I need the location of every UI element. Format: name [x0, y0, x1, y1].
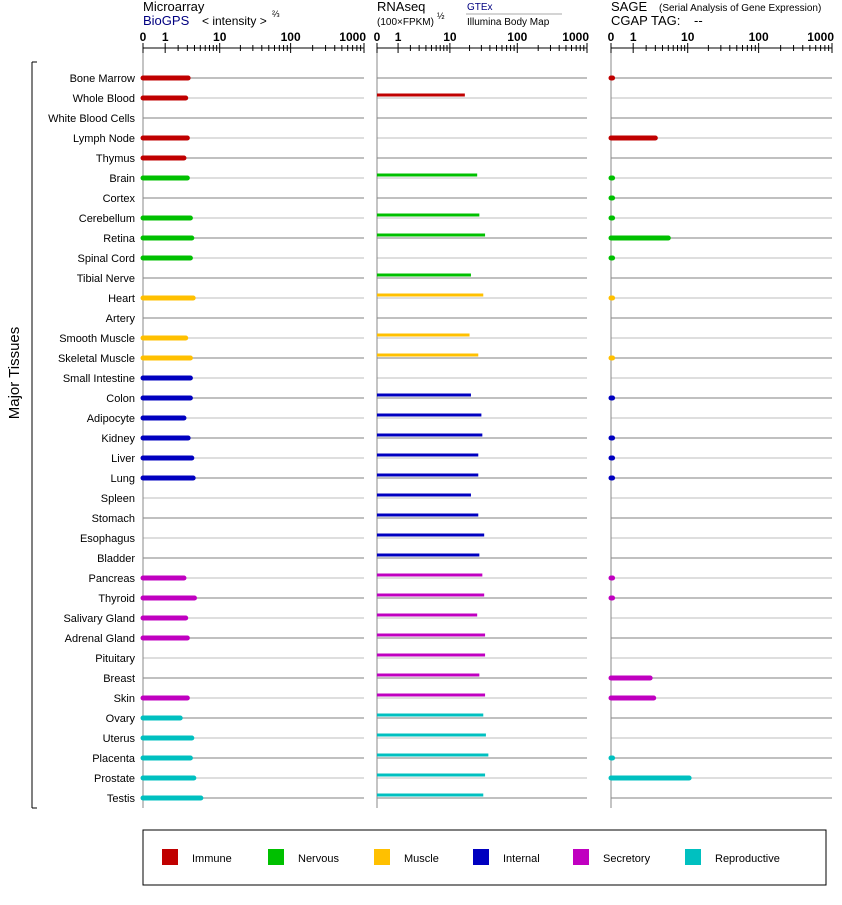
tissue-label: Stomach — [91, 513, 135, 525]
rnaseq-title: RNAseq — [377, 0, 426, 14]
tissue-label: Heart — [108, 293, 135, 305]
tissue-label: Kidney — [101, 433, 135, 445]
sage-title: SAGE — [611, 0, 648, 14]
x-tick-label: 10 — [681, 30, 695, 44]
tissue-label: Spleen — [100, 493, 135, 505]
tissue-label: Tibial Nerve — [76, 273, 135, 285]
tissue-label: Pancreas — [88, 573, 135, 585]
tissue-label: Pituitary — [95, 653, 135, 665]
sage-tag-label: CGAP TAG: — [611, 13, 681, 28]
rnaseq-source-gtex: GTEx — [467, 2, 493, 13]
y-axis-bracket — [32, 62, 37, 808]
tissue-label: Esophagus — [79, 533, 135, 545]
microarray-unit: < intensity > — [202, 14, 267, 28]
x-tick-label: 10 — [443, 30, 457, 44]
tissue-label: Retina — [103, 233, 135, 245]
microarray-exponent: ⅔ — [272, 9, 280, 19]
tissue-label: Lung — [110, 473, 135, 485]
legend-label: Nervous — [298, 853, 339, 865]
legend-swatch — [268, 849, 284, 865]
tissue-label: Prostate — [94, 773, 135, 785]
x-tick-label: 1000 — [562, 30, 589, 44]
tissue-label: Testis — [106, 793, 135, 805]
x-tick-label: 1000 — [339, 30, 366, 44]
microarray-source: BioGPS — [143, 13, 190, 28]
tissue-label: Adrenal Gland — [64, 633, 135, 645]
tissue-label: Liver — [111, 453, 135, 465]
panel-microarray — [140, 30, 367, 808]
tissue-label: Spinal Cord — [77, 253, 135, 265]
legend-swatch — [162, 849, 178, 865]
legend-swatch — [473, 849, 489, 865]
tissue-label: Cerebellum — [78, 213, 135, 225]
legend-swatch — [573, 849, 589, 865]
x-tick-label: 10 — [213, 30, 227, 44]
legend-label: Secretory — [603, 853, 651, 865]
rnaseq-unit: (100×FPKM) — [377, 17, 434, 28]
tissue-label: Thyroid — [98, 593, 135, 605]
tissue-label: Lymph Node — [73, 133, 135, 145]
legend-label: Internal — [503, 853, 540, 865]
x-tick-label: 100 — [507, 30, 528, 44]
tissue-label: Bone Marrow — [69, 73, 135, 85]
tissue-label: Skin — [113, 693, 135, 705]
legend-swatch — [374, 849, 390, 865]
rnaseq-exponent: ½ — [437, 11, 445, 21]
x-tick-label: 1 — [394, 30, 402, 44]
tissue-label: Bladder — [97, 553, 135, 565]
tissue-label: Adipocyte — [86, 413, 135, 425]
tissue-label: Salivary Gland — [63, 613, 135, 625]
panels-layer — [140, 30, 835, 815]
tissue-label: Placenta — [92, 753, 135, 765]
panel-rnaseq — [374, 30, 590, 815]
legend-label: Muscle — [404, 853, 439, 865]
legend-label: Immune — [192, 853, 232, 865]
tissue-label: Cortex — [102, 193, 135, 205]
x-tick-label: 100 — [280, 30, 301, 44]
tissue-label: Colon — [106, 393, 135, 405]
microarray-title: Microarray — [143, 0, 205, 14]
y-axis-label: Major Tissues — [6, 326, 23, 420]
tissue-label: Ovary — [105, 713, 135, 725]
tissue-label: Small Intestine — [62, 373, 135, 385]
x-tick-label: 0 — [373, 30, 381, 44]
x-tick-label: 0 — [607, 30, 615, 44]
tissue-label: Artery — [105, 313, 135, 325]
tissue-label: Smooth Muscle — [59, 333, 135, 345]
sage-tag-value: -- — [694, 13, 703, 28]
sage-subtitle: (Serial Analysis of Gene Expression) — [659, 3, 822, 14]
x-tick-label: 0 — [139, 30, 147, 44]
x-tick-label: 1 — [629, 30, 637, 44]
tissue-label: Breast — [103, 673, 135, 685]
tissue-label: Whole Blood — [72, 93, 135, 105]
legend-label: Reproductive — [715, 853, 780, 865]
tissue-label: Thymus — [95, 153, 135, 165]
x-tick-label: 100 — [748, 30, 769, 44]
x-tick-label: 1 — [161, 30, 169, 44]
tissue-label: Skeletal Muscle — [57, 353, 135, 365]
tissue-label: White Blood Cells — [48, 113, 135, 125]
tissue-label: Uterus — [102, 733, 135, 745]
rnaseq-source-illumina: Illumina Body Map — [467, 17, 550, 28]
panel-sage — [608, 30, 835, 808]
legend-swatch — [685, 849, 701, 865]
tissue-label: Brain — [109, 173, 135, 185]
x-tick-label: 1000 — [807, 30, 834, 44]
